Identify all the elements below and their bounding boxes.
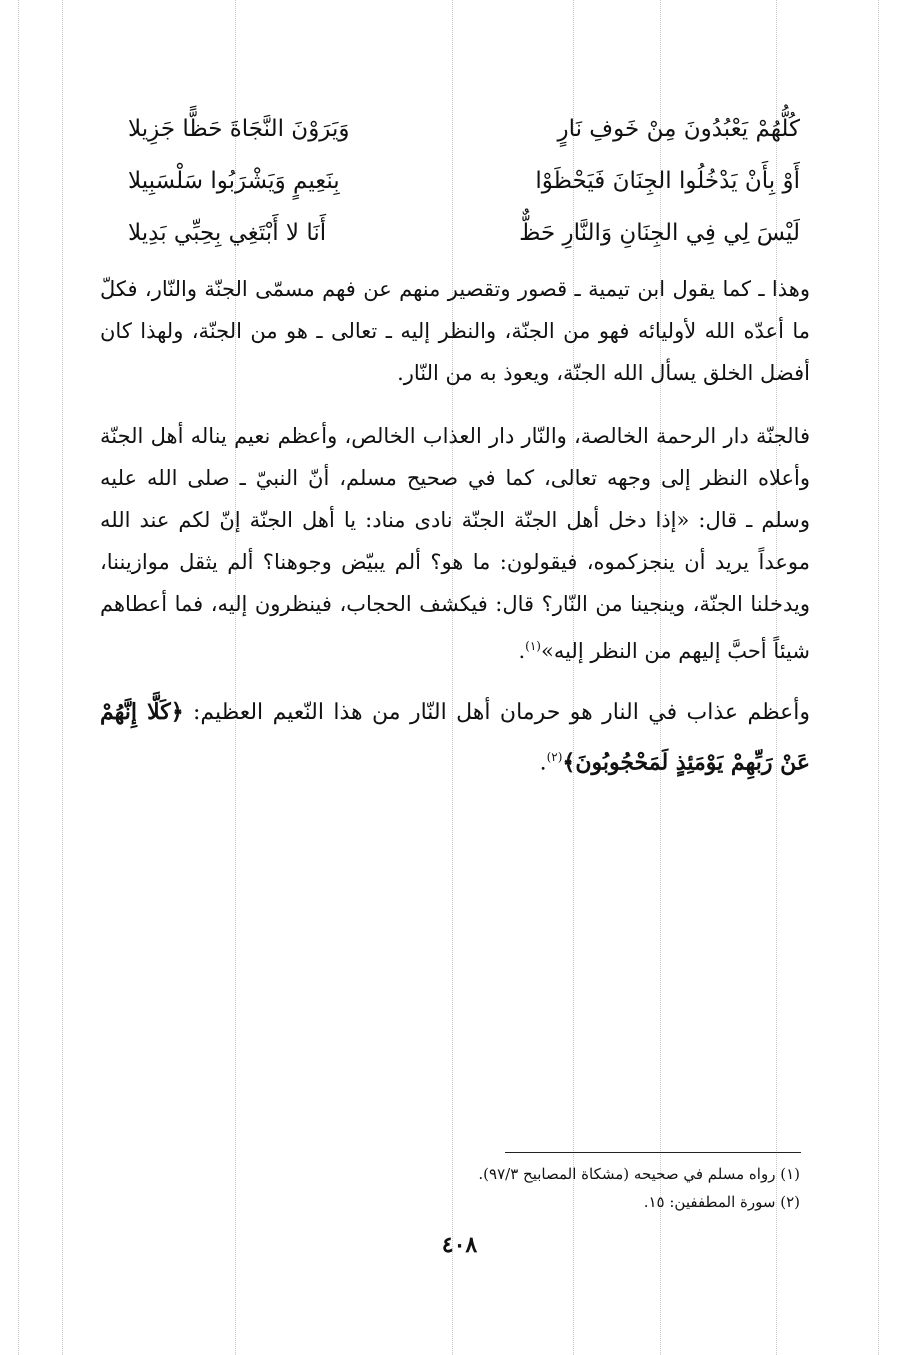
poem-line: [128, 108, 800, 160]
footnotes: [420, 1160, 800, 1216]
paragraph-2-text: فالجنّة دار الرحمة الخالصة، والنّار دار العذاب الخالص، وأعظم نعيم يناله أهل الجنّة وأعلاه النظر إلى وجهه تعالى، كما في صحيح مسلم، أنّ النبيّ ـ صلى الله عليه وسلم ـ قال: «إذا دخل أهل الجنّة الجنّة نادى مناد: يا أهل الجنّة إنّ لكم عند الله موعداً يريد أن ينجزكموه، فيقولون: ما هو؟ ألم يبيّض وجوهنا؟ ألم يثقل موازيننا، ويدخلنا الجنّة، وينجينا من النّار؟ قال: فيكشف الحجاب، فينظرون إليه، فما أعطاهم شيئاً أحبَّ إليهم من النظر إليه»: [100, 424, 810, 663]
paragraph-3: [100, 690, 810, 785]
footnote-ref-1: (١): [525, 639, 541, 653]
poem-line: [128, 160, 800, 212]
poem-second-hemistich: وَيَرَوْنَ النَّجَاةَ حَظًّا جَزِيلا: [128, 116, 350, 142]
paragraph-2: [100, 415, 810, 672]
guide-line: [878, 0, 879, 1355]
paragraph-1: وهذا ـ كما يقول ابن تيمية ـ قصور وتقصير منهم عن فهم مسمّى الجنّة والنّار، فكلّ ما أعدّه الله لأوليائه فهو من الجنّة، والنظر إليه ـ تعالى ـ هو من الجنّة، ولهذا كان أفضل الخلق يسأل الله الجنّة، ويعوذ به من النّار.: [100, 277, 810, 385]
footnote-1: (١) رواه مسلم في صحيحه (مشكاة المصابيح ٩٧/٣).: [478, 1165, 800, 1183]
poem-first-hemistich: كُلُّهُمْ يَعْبُدُونَ مِنْ خَوفِ نَارٍ: [557, 116, 800, 142]
guide-line: [18, 0, 19, 1355]
quran-verse: ﴿كَلَّا إِنَّهُمْ عَنْ رَبِّهِمْ يَوْمَئِذٍ لَمَحْجُوبُونَ﴾: [100, 699, 810, 776]
paragraph-2-end: .: [518, 639, 526, 663]
footnote-2: (٢) سورة المطففين: ١٥.: [643, 1193, 800, 1211]
poem-line: [128, 212, 800, 264]
footnote-ref-2: (٢): [546, 750, 563, 764]
poem-second-hemistich: أَنَا لا أَبْتَغِي بِحِبِّي بَدِيلا: [128, 220, 327, 246]
poem-second-hemistich: بِنَعِيمٍ وَيَشْرَبُوا سَلْسَبِيلا: [128, 168, 340, 194]
poem-first-hemistich: أَوْ بِأَنْ يَدْخُلُوا الجِنَانَ فَيَحْظَوْا: [535, 168, 800, 194]
paragraph-3-end: .: [539, 750, 547, 776]
guide-line: [62, 0, 63, 1355]
footnote-divider: [505, 1152, 801, 1153]
poem-first-hemistich: لَيْسَ لِي فِي الجِنَانِ وَالنَّارِ حَظٌّ: [519, 220, 800, 246]
paragraph-3-text: وأعظم عذاب في النار هو حرمان أهل النّار من هذا النّعيم العظيم:: [183, 700, 811, 725]
page-number: ٤٠٨: [441, 1232, 478, 1258]
poem: [128, 108, 800, 264]
